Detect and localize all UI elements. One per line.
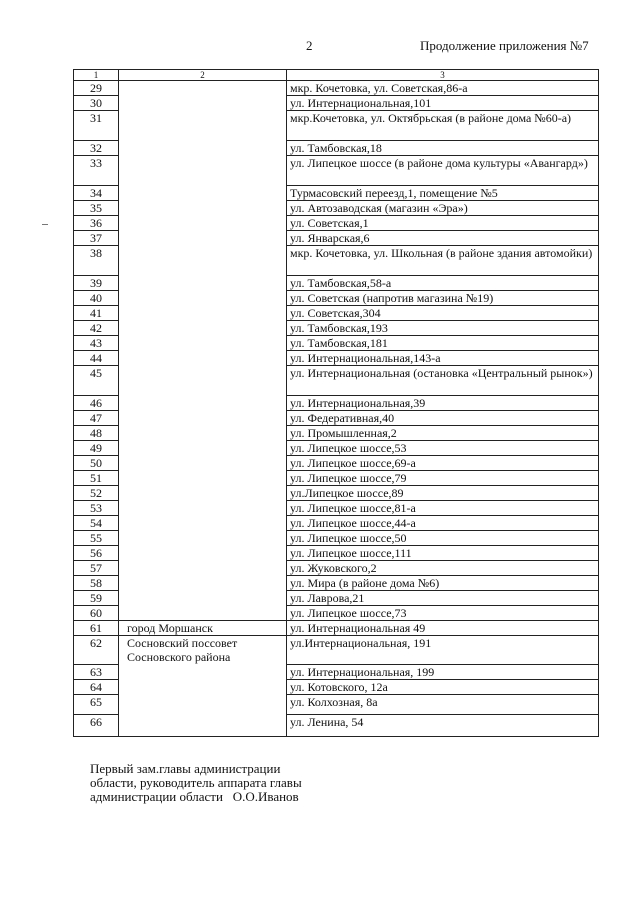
- row-region: [119, 679, 287, 694]
- row-address: ул. Тамбовская,58-а: [287, 276, 599, 291]
- row-address: ул. Мира (в районе дома №6): [287, 576, 599, 591]
- row-number: 49: [74, 441, 119, 456]
- row-region: [119, 501, 287, 516]
- signature-line-3-text: администрации области: [90, 789, 223, 804]
- row-number: 44: [74, 351, 119, 366]
- table-row: [74, 621, 599, 636]
- row-region: [119, 306, 287, 321]
- table-row: [74, 276, 599, 291]
- row-address: ул. Интернациональная,101: [287, 96, 599, 111]
- table-row: [74, 471, 599, 486]
- row-address: ул. Интернациональная (остановка «Центральный рынок»): [287, 366, 599, 396]
- appendix-continuation-label: Продолжение приложения №7: [420, 38, 589, 53]
- row-number: 60: [74, 606, 119, 621]
- row-region: [119, 246, 287, 276]
- row-number: 51: [74, 471, 119, 486]
- row-region: [119, 231, 287, 246]
- row-region: [119, 81, 287, 96]
- row-number: 37: [74, 231, 119, 246]
- row-region: [119, 606, 287, 621]
- row-number: 39: [74, 276, 119, 291]
- table-row: [74, 231, 599, 246]
- row-address: ул. Липецкое шоссе,50: [287, 531, 599, 546]
- row-region: [119, 714, 287, 736]
- table-row: [74, 486, 599, 501]
- row-address: ул. Советская,1: [287, 216, 599, 231]
- row-region: [119, 516, 287, 531]
- row-number: 55: [74, 531, 119, 546]
- row-address: ул. Жуковского,2: [287, 561, 599, 576]
- row-address: ул. Автозаводская (магазин «Эра»): [287, 201, 599, 216]
- row-region: [119, 426, 287, 441]
- row-region: [119, 366, 287, 396]
- row-number: 34: [74, 186, 119, 201]
- table-row: [74, 366, 599, 396]
- table-row: [74, 141, 599, 156]
- row-region: [119, 456, 287, 471]
- row-address: ул.Липецкое шоссе,89: [287, 486, 599, 501]
- row-address: ул. Тамбовская,193: [287, 321, 599, 336]
- row-number: 47: [74, 411, 119, 426]
- row-region: [119, 576, 287, 591]
- row-region: [119, 664, 287, 679]
- scan-mark: [42, 224, 48, 225]
- table-row: [74, 531, 599, 546]
- table-row: [74, 516, 599, 531]
- row-number: 63: [74, 664, 119, 679]
- row-region: [119, 561, 287, 576]
- row-number: 61: [74, 621, 119, 636]
- row-number: 50: [74, 456, 119, 471]
- row-address: ул. Липецкое шоссе (в районе дома культуры «Авангард»): [287, 156, 599, 186]
- row-region: [119, 141, 287, 156]
- row-address: мкр. Кочетовка, ул. Советская,86-а: [287, 81, 599, 96]
- row-number: 65: [74, 694, 119, 714]
- row-region: [119, 396, 287, 411]
- row-region: [119, 546, 287, 561]
- row-address: ул. Советская,304: [287, 306, 599, 321]
- row-address: Турмасовский переезд,1, помещение №5: [287, 186, 599, 201]
- column-header-region: 2: [119, 70, 287, 81]
- table-row: [74, 201, 599, 216]
- row-region: [119, 111, 287, 141]
- row-address: ул. Липецкое шоссе,111: [287, 546, 599, 561]
- row-region: [119, 694, 287, 714]
- table-row: [74, 156, 599, 186]
- row-address: ул. Лаврова,21: [287, 591, 599, 606]
- table-row: [74, 396, 599, 411]
- row-address: ул. Интернациональная, 199: [287, 664, 599, 679]
- row-region: [119, 471, 287, 486]
- row-address: ул. Федеративная,40: [287, 411, 599, 426]
- signature-line-3: [90, 790, 302, 804]
- row-address: ул. Липецкое шоссе,73: [287, 606, 599, 621]
- row-number: 42: [74, 321, 119, 336]
- row-number: 38: [74, 246, 119, 276]
- table-row: [74, 336, 599, 351]
- table-row: [74, 546, 599, 561]
- row-address: ул. Интернациональная,39: [287, 396, 599, 411]
- row-number: 33: [74, 156, 119, 186]
- row-address: ул. Январская,6: [287, 231, 599, 246]
- row-address: ул. Липецкое шоссе,79: [287, 471, 599, 486]
- column-header-address: 3: [287, 70, 599, 81]
- table-row: [74, 456, 599, 471]
- table-row: [74, 321, 599, 336]
- row-address: ул. Тамбовская,181: [287, 336, 599, 351]
- region-name: город Моршанск: [127, 621, 213, 635]
- table-row: [74, 679, 599, 694]
- row-number: 40: [74, 291, 119, 306]
- row-address: мкр. Кочетовка, ул. Школьная (в районе здания автомойки): [287, 246, 599, 276]
- row-address: ул. Котовского, 12а: [287, 679, 599, 694]
- row-number: 62: [74, 636, 119, 665]
- row-number: 66: [74, 714, 119, 736]
- row-address: ул. Колхозная, 8а: [287, 694, 599, 714]
- row-number: 45: [74, 366, 119, 396]
- region-name: Сосновский поссовет Сосновского района: [127, 636, 238, 664]
- table-row: [74, 714, 599, 736]
- row-address: ул. Липецкое шоссе,44-а: [287, 516, 599, 531]
- address-table: [73, 69, 599, 737]
- row-address: ул.Интернациональная, 191: [287, 636, 599, 665]
- row-number: 56: [74, 546, 119, 561]
- table-row: [74, 216, 599, 231]
- row-address: ул. Липецкое шоссе,81-а: [287, 501, 599, 516]
- row-region: [119, 201, 287, 216]
- row-address: ул. Тамбовская,18: [287, 141, 599, 156]
- row-address: ул. Ленина, 54: [287, 714, 599, 736]
- row-number: 32: [74, 141, 119, 156]
- table-row: [74, 694, 599, 714]
- table-row: [74, 441, 599, 456]
- table-row: [74, 561, 599, 576]
- row-number: 29: [74, 81, 119, 96]
- row-address: ул. Промышленная,2: [287, 426, 599, 441]
- table-header-row: [74, 70, 599, 81]
- table-row: [74, 664, 599, 679]
- row-region: [119, 531, 287, 546]
- row-region: [119, 216, 287, 231]
- row-number: 35: [74, 201, 119, 216]
- row-region: [119, 636, 287, 665]
- row-region: [119, 96, 287, 111]
- row-number: 57: [74, 561, 119, 576]
- table-row: [74, 606, 599, 621]
- table-row: [74, 306, 599, 321]
- table-row: [74, 186, 599, 201]
- row-address: мкр.Кочетовка, ул. Октябрьская (в районе дома №60-а): [287, 111, 599, 141]
- table-row: [74, 501, 599, 516]
- row-region: [119, 156, 287, 186]
- table-row: [74, 411, 599, 426]
- signature-line-1: Первый зам.главы администрации: [90, 761, 281, 776]
- row-number: 58: [74, 576, 119, 591]
- table-row: [74, 291, 599, 306]
- row-address: ул. Интернациональная 49: [287, 621, 599, 636]
- signature-line-2: области, руководитель аппарата главы: [90, 775, 302, 790]
- table-row: [74, 636, 599, 665]
- row-number: 53: [74, 501, 119, 516]
- row-region: [119, 441, 287, 456]
- row-number: 41: [74, 306, 119, 321]
- row-number: 31: [74, 111, 119, 141]
- table-row: [74, 591, 599, 606]
- row-number: 64: [74, 679, 119, 694]
- row-address: ул. Интернациональная,143-а: [287, 351, 599, 366]
- row-region: [119, 351, 287, 366]
- row-number: 30: [74, 96, 119, 111]
- row-region: [119, 291, 287, 306]
- row-region: [119, 411, 287, 426]
- row-region: [119, 321, 287, 336]
- row-region: [119, 591, 287, 606]
- column-header-number: 1: [74, 70, 119, 81]
- row-number: 43: [74, 336, 119, 351]
- row-address: ул. Советская (напротив магазина №19): [287, 291, 599, 306]
- page-number: 2: [306, 38, 313, 53]
- row-number: 48: [74, 426, 119, 441]
- table-row: [74, 246, 599, 276]
- row-number: 46: [74, 396, 119, 411]
- table-row: [74, 96, 599, 111]
- row-region: [119, 276, 287, 291]
- table-row: [74, 576, 599, 591]
- table-row: [74, 426, 599, 441]
- row-address: ул. Липецкое шоссе,53: [287, 441, 599, 456]
- row-number: 52: [74, 486, 119, 501]
- table-row: [74, 111, 599, 141]
- row-region: [119, 486, 287, 501]
- signatory-name: О.О.Иванов: [232, 789, 299, 804]
- row-address: ул. Липецкое шоссе,69-а: [287, 456, 599, 471]
- row-number: 59: [74, 591, 119, 606]
- row-region: [119, 186, 287, 201]
- row-number: 36: [74, 216, 119, 231]
- row-region: [119, 336, 287, 351]
- row-region: [119, 621, 287, 636]
- signature-block: [90, 762, 302, 804]
- row-number: 54: [74, 516, 119, 531]
- table-row: [74, 81, 599, 96]
- table-row: [74, 351, 599, 366]
